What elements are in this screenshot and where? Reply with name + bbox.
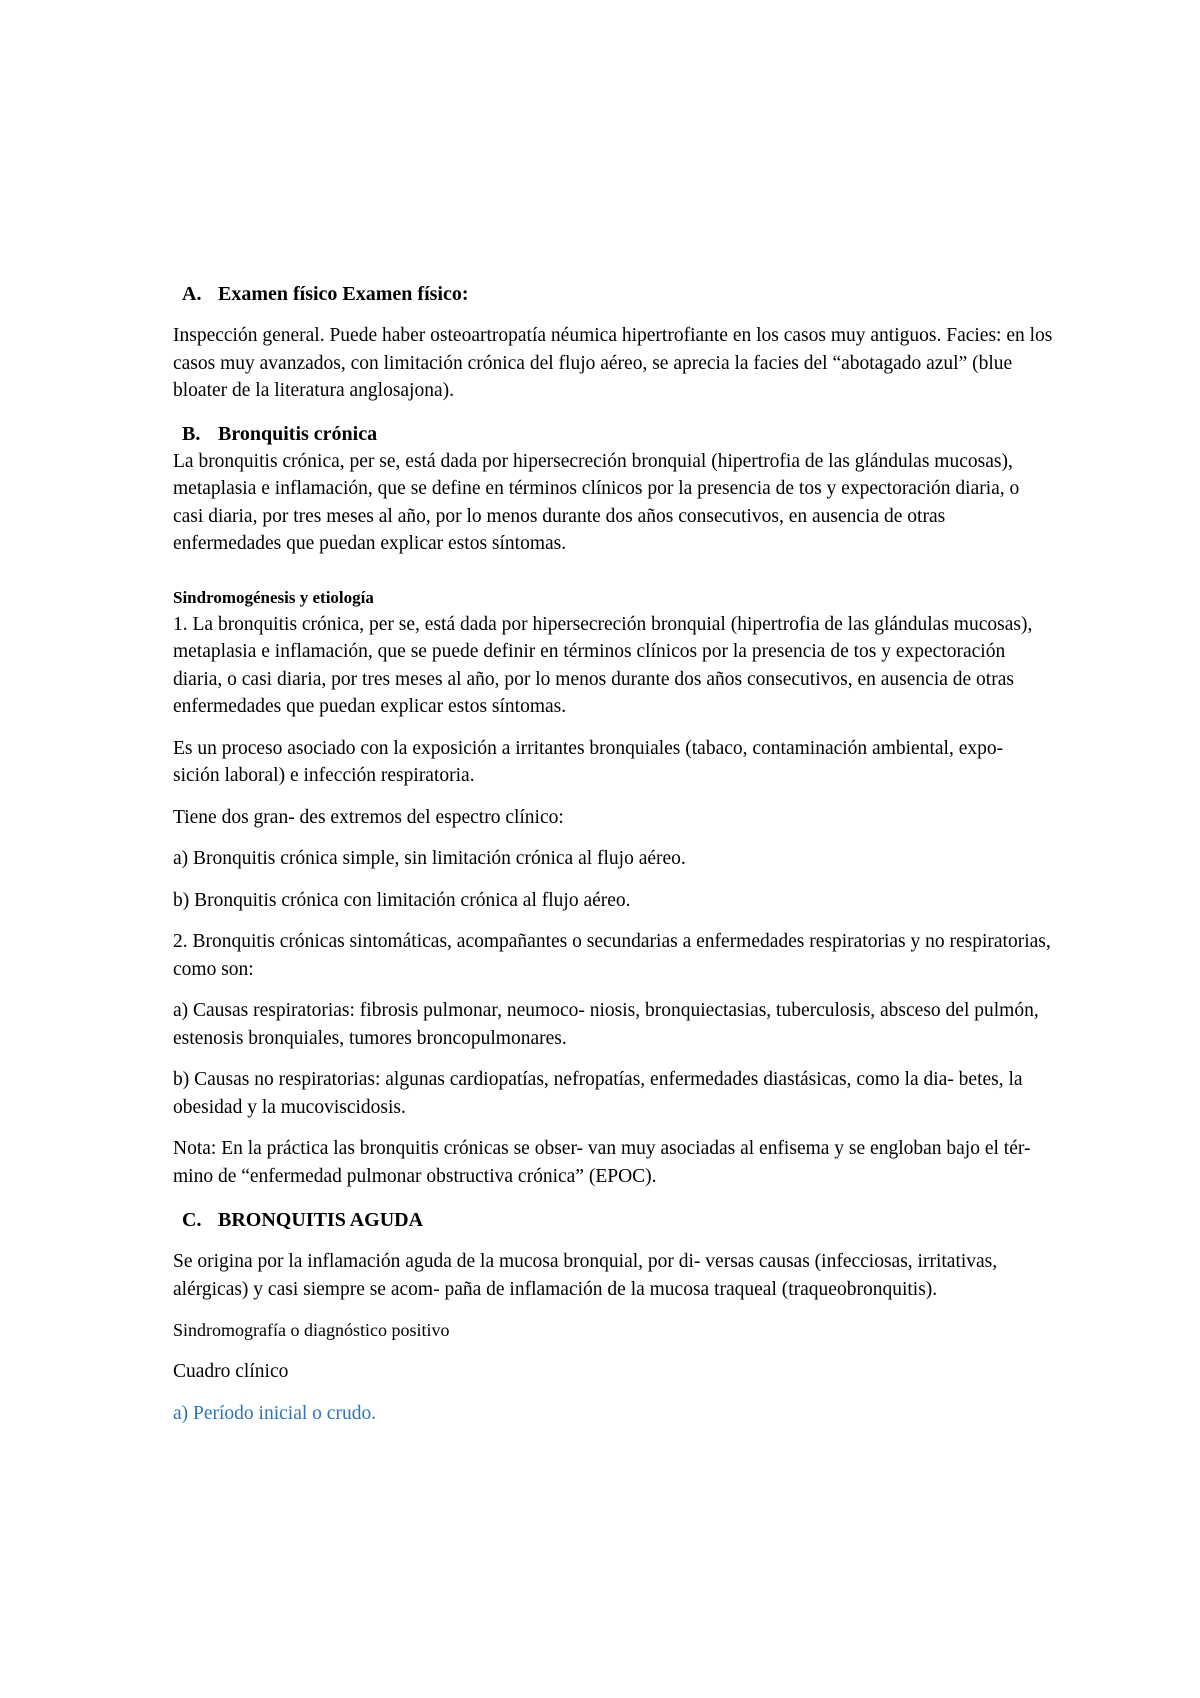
subsection-paragraph-6: 2. Bronquitis crónicas sintomáticas, acompañantes o secundarias a enfermedades respiratorias y no respiratorias, como son: — [173, 931, 1051, 980]
section-c-paragraph: Se origina por la inflamación aguda de la mucosa bronquial, por di- versas causas (infecciosas, irritativas, alérgicas) y casi siempre se acom- paña de inflamación de la mucosa traqueal (traqueobronquitis). — [173, 1251, 998, 1300]
initial-stage-text: a) Período inicial o crudo. — [173, 1402, 377, 1424]
section-c-heading — [173, 1206, 1053, 1234]
section-b-marker: B. — [182, 422, 201, 445]
section-b-paragraph: La bronquitis crónica, per se, está dada por hipersecreción bronquial (hipertrofia de las glándulas mucosas), metaplasia e inflamación, que se define en términos clínicos por la presencia de tos y expectoración diaria, o casi diaria, por tres meses al año, por lo menos durante dos años consecutivos, en ausencia de otras enfermedades que puedan explicar estos síntomas. — [173, 450, 1020, 554]
section-a-paragraph: Inspección general. Puede haber osteoartropatía néumica hipertrofiante en los casos muy antiguos. Facies: en los casos muy avanzados, con limitación crónica del flujo aéreo, se aprecia la facies del “abotagado azul” (blue bloater de la literatura anglosajona). — [173, 325, 1053, 401]
document-content — [173, 280, 1053, 1427]
section-b-title: Bronquitis crónica — [218, 422, 378, 445]
subsection-paragraph-8: b) Causas no respiratorias: algunas cardiopatías, nefropatías, enfermedades diastásicas, como la dia- betes, la obesidad y la mucoviscidosis. — [173, 1069, 1023, 1118]
section-b-heading — [173, 420, 1053, 448]
section-a-heading — [173, 280, 1053, 308]
section-a-marker: A. — [182, 283, 202, 305]
section-c-marker: C. — [182, 1209, 202, 1231]
subsection-paragraph-2: Es un proceso asociado con la exposición a irritantes bronquiales (tabaco, contaminación ambiental, expo- sición laboral) e infección respiratoria. — [173, 737, 1004, 786]
subsection-paragraph-3: Tiene dos gran- des extremos del espectro clínico: — [173, 806, 564, 828]
section-c-subheading: Sindromografía o diagnóstico positivo — [173, 1320, 450, 1340]
subsection-paragraph-9: Nota: En la práctica las bronquitis crónicas se obser- van muy asociadas al enfisema y se engloban bajo el tér- mino de “enfermedad pulmonar obstructiva crónica” (EPOC). — [173, 1138, 1031, 1187]
section-c-title: BRONQUITIS AGUDA — [218, 1209, 424, 1231]
subsection-title: Sindromogénesis y etiología — [173, 587, 374, 607]
subsection-paragraph-1: 1. La bronquitis crónica, per se, está dada por hipersecreción bronquial (hipertrofia de las glándulas mucosas), metaplasia e inflamación, que se puede definir en términos clínicos por la presencia de tos y expectoración diaria, o casi diaria, por tres meses al año, por lo menos durante dos años consecutivos, en ausencia de otras enfermedades que puedan explicar estos síntomas. — [173, 613, 1033, 717]
subsection-paragraph-4: a) Bronquitis crónica simple, sin limitación crónica al flujo aéreo. — [173, 848, 686, 869]
subsection-paragraph-5: b) Bronquitis crónica con limitación crónica al flujo aéreo. — [173, 889, 631, 911]
clinical-title: Cuadro clínico — [173, 1361, 289, 1382]
subsection-paragraph-7: a) Causas respiratorias: fibrosis pulmonar, neumoco- niosis, bronquiectasias, tuberculosis, absceso del pulmón, estenosis bronquiales, tumores broncopulmonares. — [173, 1000, 1039, 1049]
section-a-title: Examen físico Examen físico: — [218, 283, 469, 305]
